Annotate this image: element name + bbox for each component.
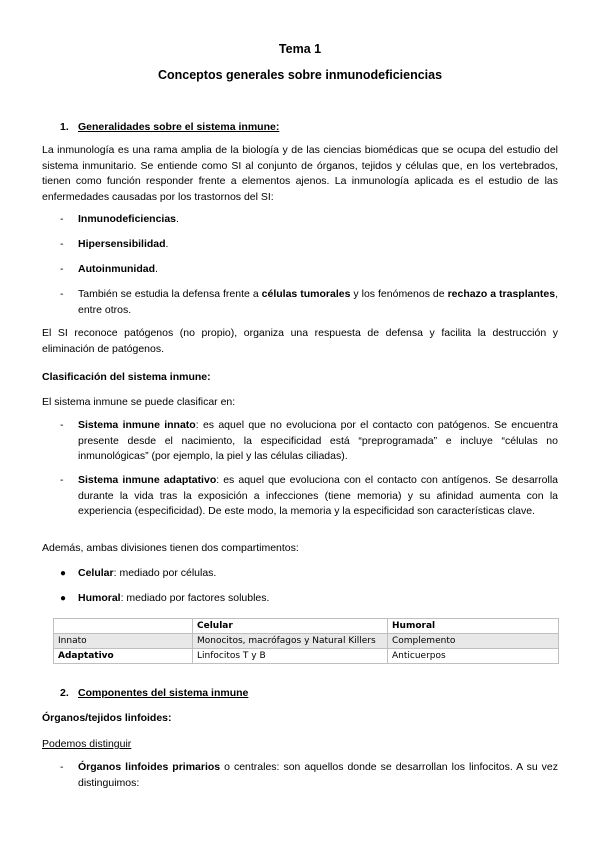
list-item-bold: Sistema inmune adaptativo bbox=[78, 474, 217, 486]
list-item-text: . bbox=[165, 238, 169, 250]
table-cell: Linfocitos T y B bbox=[193, 649, 388, 664]
table-cell: Monocitos, macrófagos y Natural Killers bbox=[193, 634, 388, 649]
list-dash: - bbox=[60, 238, 64, 250]
list-item-text: : es aquel que no evoluciona por el contacto con patógenos. Se encuentra presente desde el nacimiento, la especificidad está “preprogramada” e incluye “células no inmunológicas” (por ejemplo, la piel y las células ciliadas). bbox=[78, 419, 558, 462]
section-2-heading: Componentes del sistema inmune bbox=[78, 687, 249, 699]
table-header-cell: Humoral bbox=[388, 619, 559, 634]
section-1-number: 1. bbox=[60, 121, 69, 133]
list-item-bold: Sistema inmune innato bbox=[78, 419, 196, 431]
list-item-text: o centrales: son aquellos donde se desarrollan los linfocitos. A su vez distinguimos: bbox=[78, 761, 558, 789]
list-item-text: . bbox=[176, 213, 179, 225]
list-item bbox=[78, 262, 558, 278]
list-dash: - bbox=[60, 288, 64, 300]
table-row bbox=[54, 634, 559, 649]
list-item-bold: Hipersensibilidad bbox=[78, 238, 166, 250]
section-2-number: 2. bbox=[60, 687, 69, 699]
list-item-text: También se estudia la defensa frente a bbox=[78, 288, 262, 300]
list-item-bold: rechazo a trasplantes bbox=[447, 288, 556, 300]
list-item bbox=[78, 591, 558, 607]
list-dash: - bbox=[60, 761, 64, 773]
distinguish-label: Podemos distinguir bbox=[42, 738, 132, 750]
list-item bbox=[78, 212, 558, 228]
table-cell: Innato bbox=[54, 634, 193, 649]
list-item bbox=[78, 237, 558, 253]
bullet-dot: ● bbox=[60, 593, 67, 604]
table-cell: Adaptativo bbox=[54, 649, 193, 664]
adaptive-item bbox=[78, 473, 558, 520]
table-cell: Anticuerpos bbox=[388, 649, 559, 664]
document-subtitle: Conceptos generales sobre inmunodeficiencias bbox=[157, 68, 443, 82]
document-title: Tema 1 bbox=[278, 42, 322, 56]
innate-item bbox=[78, 418, 558, 465]
list-item bbox=[78, 287, 558, 318]
table-header-cell bbox=[54, 619, 193, 634]
compartments-intro: Además, ambas divisiones tienen dos compartimentos: bbox=[42, 542, 299, 554]
table-cell: Complemento bbox=[388, 634, 559, 649]
organs-heading: Órganos/tejidos linfoides: bbox=[42, 712, 172, 724]
immune-compartment-table bbox=[53, 618, 559, 664]
primary-organs-item bbox=[78, 760, 558, 791]
classification-intro: El sistema inmune se puede clasificar en: bbox=[42, 396, 236, 408]
list-dash: - bbox=[60, 474, 64, 486]
list-item bbox=[78, 566, 558, 582]
list-dash: - bbox=[60, 263, 64, 275]
list-item-bold: Órganos linfoides primarios bbox=[78, 761, 221, 773]
list-item-text: . bbox=[155, 263, 158, 275]
list-item-text: , entre otros. bbox=[78, 288, 558, 316]
list-item-text: : mediado por factores solubles. bbox=[120, 592, 270, 604]
list-dash: - bbox=[60, 419, 64, 431]
table-header-row bbox=[54, 619, 559, 634]
intro-paragraph: La inmunología es una rama amplia de la biología y de las ciencias biomédicas que se ocupa del estudio del sistema inmunitario. Se entiende como SI al conjunto de órganos, tejidos y células que, en los vertebrados, tienen como función responder frente a elementos ajenos. La inmunología aplicada es el estudio de las enfermedades causadas por los trastornos del SI: bbox=[42, 144, 558, 203]
list-item-bold: Inmunodeficiencias bbox=[78, 213, 177, 225]
list-dash: - bbox=[60, 213, 64, 225]
recognize-paragraph: El SI reconoce patógenos (no propio), organiza una respuesta de defensa y facilita la destrucción y eliminación de patógenos. bbox=[42, 327, 558, 355]
list-item-bold: Humoral bbox=[78, 592, 121, 604]
section-1-heading: Generalidades sobre el sistema inmune: bbox=[78, 121, 280, 133]
table-row bbox=[54, 649, 559, 664]
list-item-text: : mediado por células. bbox=[113, 567, 217, 579]
list-item-bold: Celular bbox=[78, 567, 114, 579]
list-item-text: : es aquel que evoluciona con el contacto con antígenos. Se desarrolla durante la vida tras la exposición a infecciones (tiene memoria) y su afinidad aumenta con la experiencia (especificidad). De este modo, la memoria y la especificidad son características clave. bbox=[78, 474, 558, 517]
classification-heading: Clasificación del sistema inmune: bbox=[42, 371, 211, 383]
list-item-text: y los fenómenos de bbox=[350, 288, 448, 300]
bullet-dot: ● bbox=[60, 568, 67, 579]
list-item-bold: Autoinmunidad bbox=[78, 263, 155, 275]
list-item-bold: células tumorales bbox=[261, 288, 351, 300]
table-header-cell: Celular bbox=[193, 619, 388, 634]
